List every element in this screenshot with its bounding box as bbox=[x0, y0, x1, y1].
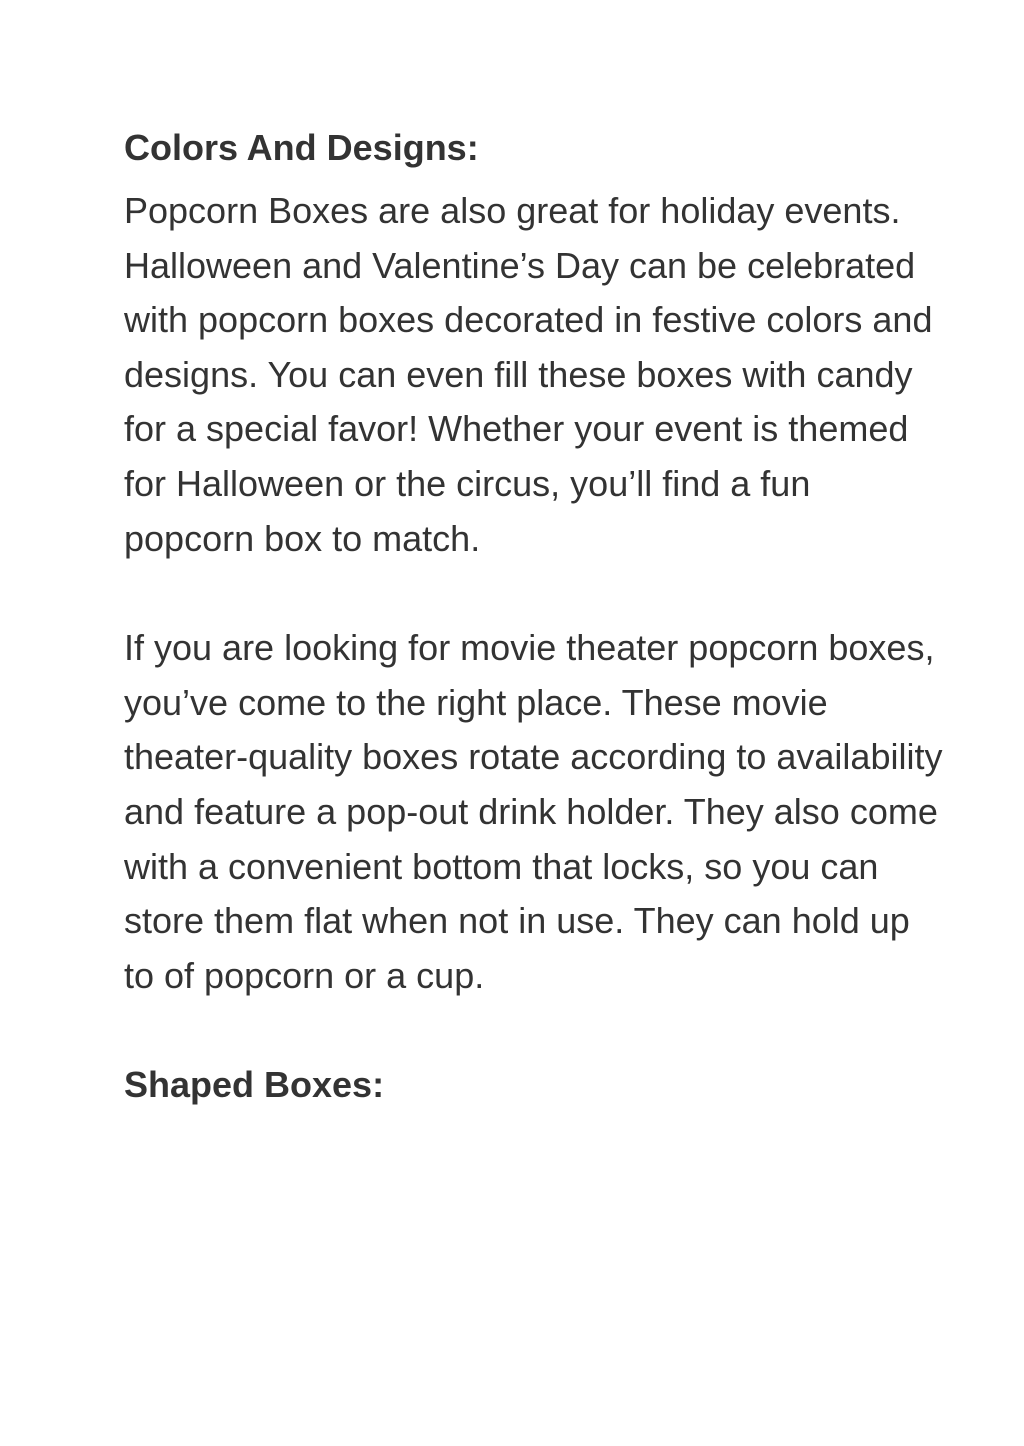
section-heading-shaped-boxes: Shaped Boxes: bbox=[124, 1064, 385, 1106]
document-page bbox=[124, 126, 944, 1107]
section-heading-colors-and-designs: Colors And Designs: bbox=[124, 127, 479, 168]
paragraph-movie-theater-boxes: If you are looking for movie theater popcorn boxes, you’ve come to the right place. These movie theater-quality boxes rotate according to availability and feature a pop-out drink holder. They also come with a convenient bottom that locks, so you can store them flat when not in use. They can hold up to of popcorn or a cup. bbox=[124, 627, 943, 996]
paragraph-holiday-events: Popcorn Boxes are also great for holiday events. Halloween and Valentine’s Day can be celebrated with popcorn boxes decorated in festive colors and designs. You can even fill these boxes with candy for a special favor! Whether your event is themed for Halloween or the circus, you’ll find a fun popcorn box to match. bbox=[124, 190, 933, 559]
